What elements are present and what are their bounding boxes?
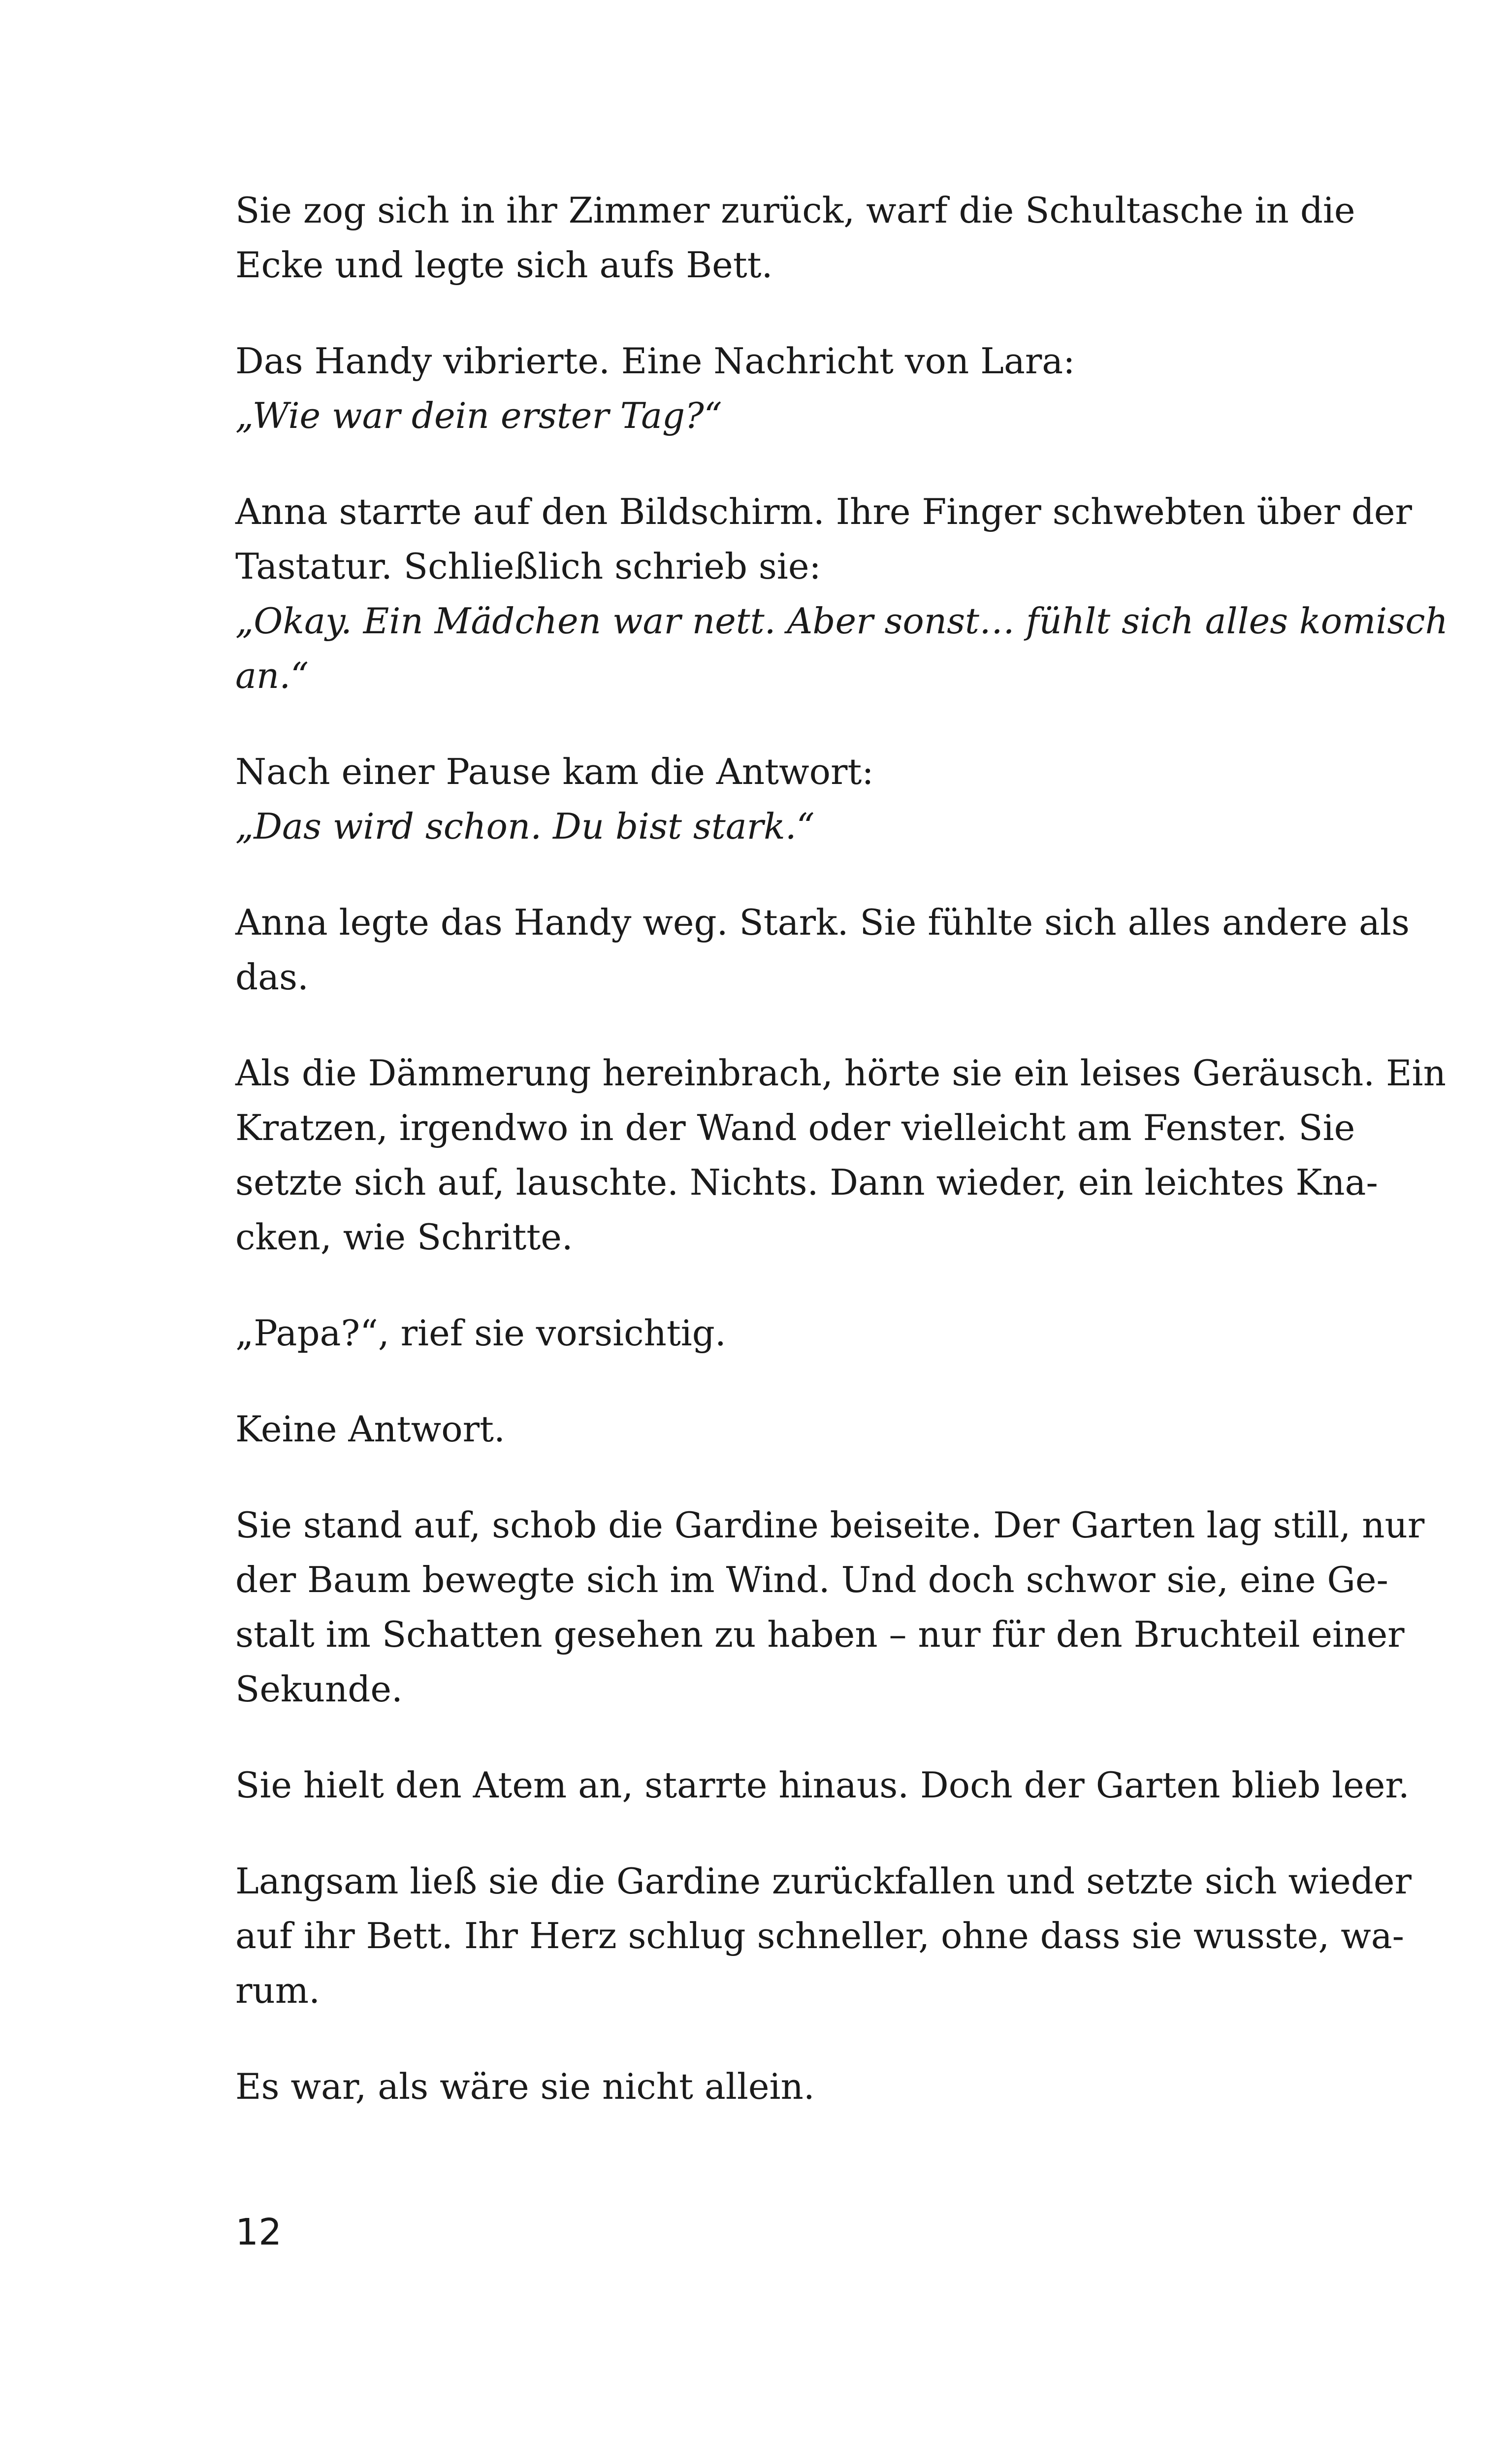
text-line: Anna legte das Handy weg. Stark. Sie fühlte sich alles andere als bbox=[235, 902, 1410, 943]
paragraph bbox=[235, 1306, 1343, 1361]
italic-text-line: „Okay. Ein Mädchen war nett. Aber sonst… fühlt sich alles komisch bbox=[235, 600, 1448, 642]
text-line: Sie hielt den Atem an, starrte hinaus. Doch der Garten blieb leer. bbox=[235, 1764, 1410, 1806]
italic-text-line: „Wie war dein erster Tag?“ bbox=[235, 395, 722, 436]
text-line: rum. bbox=[235, 1970, 320, 2011]
text-line: Kratzen, irgendwo in der Wand oder vielleicht am Fenster. Sie bbox=[235, 1107, 1355, 1148]
italic-text-line: „Das wird schon. Du bist stark.“ bbox=[235, 806, 815, 847]
text-line: Sie stand auf, schob die Gardine beiseite. Der Garten lag still, nur bbox=[235, 1504, 1425, 1546]
text-line: Als die Dämmerung hereinbrach, hörte sie ein leises Geräusch. Ein bbox=[235, 1052, 1446, 1094]
text-line: cken, wie Schritte. bbox=[235, 1216, 573, 1258]
paragraph bbox=[235, 1046, 1446, 1265]
text-line: auf ihr Bett. Ihr Herz schlug schneller, ohne dass sie wusste, wa- bbox=[235, 1915, 1404, 1956]
text-line: der Baum bewegte sich im Wind. Und doch schwor sie, eine Ge- bbox=[235, 1559, 1388, 1600]
text-line: stalt im Schatten gesehen zu haben – nur für den Bruchteil einer bbox=[235, 1614, 1405, 1655]
text-line: setzte sich auf, lauschte. Nichts. Dann wieder, ein leichtes Kna- bbox=[235, 1162, 1378, 1203]
text-line: Nach einer Pause kam die Antwort: bbox=[235, 751, 874, 792]
paragraph bbox=[235, 745, 1343, 854]
text-line: Anna starrte auf den Bildschirm. Ihre Finger schwebten über der bbox=[235, 491, 1412, 532]
text-line: Keine Antwort. bbox=[235, 1408, 505, 1450]
paragraph bbox=[235, 1854, 1412, 2018]
text-line: Ecke und legte sich aufs Bett. bbox=[235, 244, 773, 286]
paragraph bbox=[235, 183, 1355, 293]
text-line: „Papa?“, rief sie vorsichtig. bbox=[235, 1312, 726, 1354]
page-number: 12 bbox=[235, 2211, 282, 2253]
italic-text-line: an.“ bbox=[235, 655, 309, 696]
page-body bbox=[235, 183, 1448, 2155]
paragraph bbox=[235, 1758, 1410, 1813]
paragraph bbox=[235, 485, 1448, 703]
text-line: Es war, als wäre sie nicht allein. bbox=[235, 2066, 815, 2107]
text-line: Sie zog sich in ihr Zimmer zurück, warf die Schultasche in die bbox=[235, 190, 1355, 231]
paragraph bbox=[235, 334, 1343, 443]
paragraph bbox=[235, 2059, 1343, 2114]
text-line: das. bbox=[235, 956, 309, 998]
text-line: Das Handy vibrierte. Eine Nachricht von Lara: bbox=[235, 340, 1075, 382]
paragraph bbox=[235, 895, 1410, 1005]
text-line: Langsam ließ sie die Gardine zurückfallen und setzte sich wieder bbox=[235, 1860, 1412, 1902]
text-line: Sekunde. bbox=[235, 1668, 403, 1710]
paragraph bbox=[235, 1402, 1343, 1457]
text-line: Tastatur. Schließlich schrieb sie: bbox=[235, 546, 821, 587]
paragraph bbox=[235, 1498, 1425, 1717]
